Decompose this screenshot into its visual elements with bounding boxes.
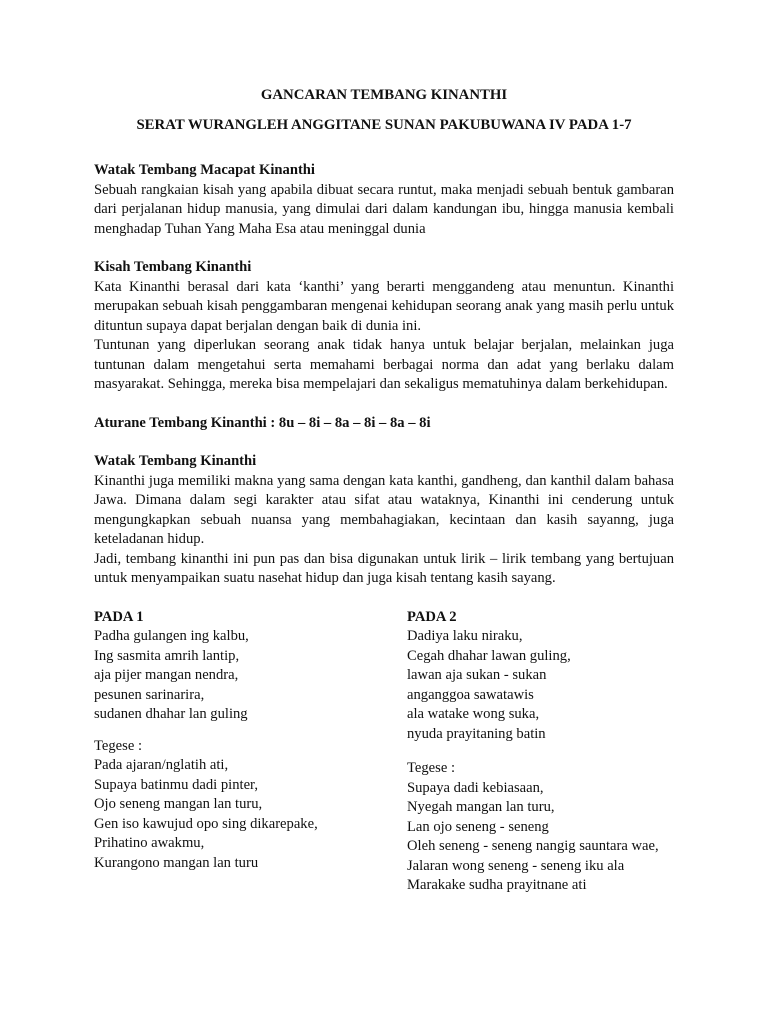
tegese-line: Marakake sudha prayitnane ati (407, 877, 587, 893)
pada-1-heading: PADA 1 (94, 608, 144, 625)
tegese-label: Tegese : (407, 760, 456, 776)
tegese-line: Lan ojo seneng - seneng (407, 818, 549, 835)
section-heading: Watak Tembang Kinanthi (94, 453, 257, 469)
paragraph: Kinanthi juga memiliki makna yang sama dengan kata kanthi, gandheng, dan kanthil dalam bahasa Jawa. Dimana dalam segi karakter atau sifat atau wataknya, Kinanthi ini cenderung untuk mengungkapkan sebuah nuansa yang membahagiakan, kecintaan dan kasih sayanng, juga keteladanan hidup. (94, 472, 674, 547)
verse-line: Ing sasmita amrih lantip, (94, 647, 240, 664)
spacer (407, 744, 687, 759)
section-heading: Watak Tembang Macapat Kinanthi (94, 162, 315, 178)
rule-line: Aturane Tembang Kinanthi : 8u – 8i – 8a – 8i – 8a – 8i (94, 414, 431, 431)
paragraph: Kata Kinanthi berasal dari kata ‘kanthi’ yang berarti menggandeng atau menuntun. Kinanthi merupakan sebuah kisah penggambaran mengenai kehidupan seorang anak yang masih perlu untuk dituntun supaya dapat berjalan dengan baik di dunia ini. (94, 278, 674, 334)
section-kisah (94, 258, 674, 395)
verse-line: pesunen sarinarira, (94, 686, 205, 703)
paragraph: Tuntunan yang diperlukan seorang anak tidak hanya untuk belajar berjalan, melainkan juga tuntunan dalam mengetahui serta memahami berbagai norma dan adat yang berlaku dalam masyarakat. Sehingga, mereka bisa mempelajari dan sekaligus mematuhinya dalam berkehidupan. (94, 337, 674, 392)
tegese-line: Oleh seneng - seneng nangig sauntara wae, (407, 838, 659, 854)
verse-line: Padha gulangen ing kalbu, (94, 628, 249, 644)
section-heading: Kisah Tembang Kinanthi (94, 259, 252, 275)
section-watak-kinanthi (94, 452, 674, 589)
tegese-line: Jalaran wong seneng - seneng iku ala (407, 857, 625, 874)
verse-line: anganggoa sawatawis (407, 686, 534, 703)
pada-2-heading: PADA 2 (407, 608, 457, 625)
verse-line: Cegah dhahar lawan guling, (407, 647, 571, 664)
pada-1-column (94, 608, 394, 874)
verse-line: aja pijer mangan nendra, (94, 667, 239, 683)
paragraph: Jadi, tembang kinanthi ini pun pas dan bisa digunakan untuk lirik – lirik tembang yang bertujuan untuk menyampaikan suatu nasehat hidup dan juga kisah tentang kasih sayang. (94, 550, 674, 586)
document-page (94, 86, 674, 908)
verse-line: ala watake wong suka, (407, 706, 540, 722)
tegese-line: Prihatino awakmu, (94, 835, 205, 851)
tegese-line: Nyegah mangan lan turu, (407, 799, 555, 815)
verse-line: Dadiya laku niraku, (407, 628, 523, 644)
verse-line: nyuda prayitaning batin (407, 725, 546, 742)
paragraph: Sebuah rangkaian kisah yang apabila dibuat secara runtut, maka menjadi sebuah bentuk gambaran dari perjalanan hidup manusia, yang dimulai dari dalam kandungan ibu, hingga manusia kembali menghadap Tuhan Yang Maha Esa atau meninggal dunia (94, 181, 674, 237)
tegese-line: Kurangono mangan lan turu (94, 854, 259, 871)
tegese-line: Supaya batinmu dadi pinter, (94, 776, 258, 793)
document-title: GANCARAN TEMBANG KINANTHI (260, 87, 508, 103)
tegese-line: Gen iso kawujud opo sing dikarepake, (94, 815, 318, 832)
section-watak-macapat (94, 161, 674, 239)
document-subtitle: SERAT WURANGLEH ANGGITANE SUNAN PAKUBUWANA IV PADA 1-7 (136, 116, 632, 133)
verse-line: lawan aja sukan - sukan (407, 667, 547, 683)
verse-line: sudanen dhahar lan guling (94, 706, 248, 722)
tegese-line: Ojo seneng mangan lan turu, (94, 796, 263, 812)
pada-2-column (407, 608, 687, 896)
verse-columns (94, 608, 674, 908)
tegese-label: Tegese : (94, 737, 143, 754)
tegese-line: Pada ajaran/nglatih ati, (94, 757, 229, 773)
tegese-line: Supaya dadi kebiasaan, (407, 779, 544, 796)
spacer (94, 725, 394, 737)
